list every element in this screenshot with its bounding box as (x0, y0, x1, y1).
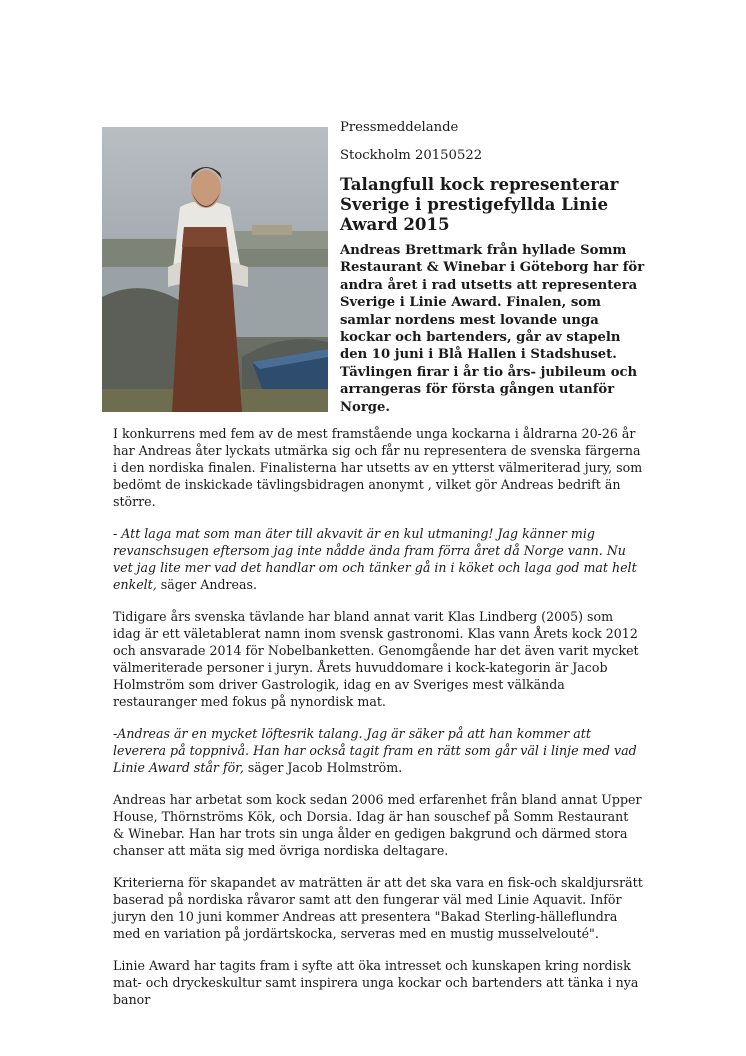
dateline: Stockholm 20150522 (340, 148, 483, 163)
quote-andreas (113, 525, 643, 593)
header-column (340, 119, 645, 416)
body-text (113, 425, 643, 1016)
quote-andreas-attribution: säger Andreas. (156, 577, 257, 592)
quote-jacob (113, 725, 643, 776)
lead-paragraph: Andreas Brettmark från hyllade Somm Restaurant & Winebar i Göteborg har för andra året i rad utsetts att representera Sverige i Linie Award. Finalen, som samlar nordens mest lovande unga kockar och bartenders, går av stapeln den 10 juni i Blå Hallen i Stadshuset. Tävlingen firar i år tio års- jubileum och arrangeras för första gången utanför Norge. (340, 243, 645, 415)
quote-andreas-text: - Att laga mat som man äter till akvavit är en kul utmaning! Jag känner mig revanschsugen eftersom jag inte nådde ända fram förra året då Norge vann. Nu vet jag lite mer vad det handlar om och tänker gå in i köket och laga god mat helt enkelt, (113, 526, 637, 592)
paragraph-2: Tidigare års svenska tävlande har bland annat varit Klas Lindberg (2005) som idag är ett väletablerat namn inom svensk gastronomi. Klas vann Årets kock 2012 och ansvarade 2014 för Nobelbanketten. Genomgående har det även varit mycket välmeriterade personer i juryn. Årets huvuddomare i kock-kategorin är Jacob Holmström som driver Gastrologik, idag en av Sveriges mest välkända restauranger med fokus på nynordisk mat. (113, 609, 639, 709)
paragraph-3: Andreas har arbetat som kock sedan 2006 med erfarenhet från bland annat Upper House, Thörnströms Kök, och Dorsia. Idag är han souschef på Somm Restaurant & Winebar. Han har trots sin unga ålder en gedigen bakgrund och därmed stora chanser att mäta sig med övriga nordiska deltagare. (113, 792, 642, 858)
paragraph-5: Linie Award har tagits fram i syfte att öka intresset och kunskapen kring nordisk mat- och dryckeskultur samt inspirera unga kockar och bartenders att tänka i nya banor (113, 958, 639, 1007)
quote-jacob-attribution: säger Jacob Holmström. (243, 760, 403, 775)
headline: Talangfull kock representerar Sverige i prestigefyllda Linie Award 2015 (340, 174, 619, 234)
chef-photo-illustration (102, 127, 328, 412)
paragraph-1: I konkurrens med fem av de mest framstående unga kockarna i åldrarna 20-26 år har Andreas åter lyckats utmärka sig och får nu representera de svenska färgerna i den nordiska finalen. Finalisterna har utsetts av en ytterst välmeriterad jury, som bedömt de inskickade tävlingsbidragen anonymt , vilket gör Andreas bedrift än större. (113, 426, 643, 509)
chef-photo (102, 127, 328, 412)
document-label: Pressmeddelande (340, 120, 459, 135)
quote-jacob-text: -Andreas är en mycket löftesrik talang. Jag är säker på att han kommer att leverera på toppnivå. Han har också tagit fram en rätt som går väl i linje med vad Linie Award står för, (113, 726, 637, 775)
paragraph-4: Kriterierna för skapandet av maträtten är att det ska vara en fisk-och skaldjursrätt baserad på nordiska råvaror samt att den fungerar väl med Linie Aquavit. Inför juryn den 10 juni kommer Andreas att presentera "Bakad Sterling-hälleflundra med en variation på jordärtskocka, serveras med en mustig musselvelouté". (113, 875, 643, 941)
